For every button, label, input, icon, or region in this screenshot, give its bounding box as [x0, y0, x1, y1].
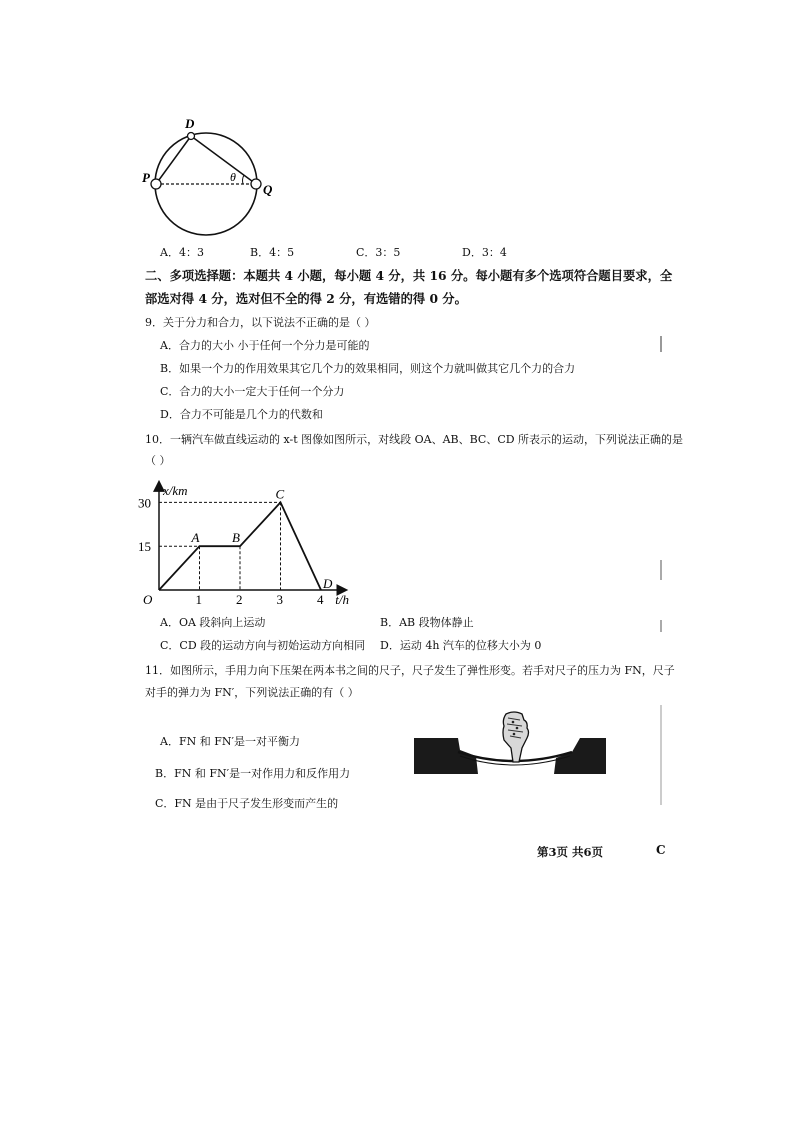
x-tick-label: 4	[317, 592, 324, 607]
x-tick-label: 3	[276, 592, 283, 607]
q11-option-a: A．FN 和 FN′是一对平衡力	[160, 735, 300, 748]
x-axis-label: t/h	[335, 592, 350, 607]
y-tick-label: 15	[138, 539, 151, 555]
q10-option-c: C．CD 段的运动方向与初始运动方向相同	[160, 639, 366, 652]
scan-edge-mark	[660, 620, 662, 632]
q10-stem-line1: 10．一辆汽车做直线运动的 x-t 图像如图所示，对线段 OA、AB、BC、CD 所表示的运动，下列说法正确的是	[145, 433, 684, 446]
point-label-d: D	[323, 576, 333, 591]
hand-icon	[503, 712, 529, 762]
q8-option-d: D．3：4	[462, 246, 507, 259]
page-number: 第3页 共6页	[537, 845, 604, 859]
chord-dq	[191, 136, 256, 184]
q8-option-a: A．4：3	[160, 246, 204, 259]
q10-option-b: B．AB 段物体静止	[380, 616, 474, 629]
q11-option-c: C．FN 是由于尺子发生形变而产生的	[155, 797, 339, 810]
section2-heading-line1: 二、多项选择题：本题共 4 小题，每小题 4 分，共 16 分。每小题有多个选项符合题目要求，全	[145, 268, 673, 283]
origin-label: O	[143, 592, 153, 607]
q10-option-d: D．运动 4h 汽车的位移大小为 0	[380, 639, 542, 652]
q9-stem: 9．关于分力和合力，以下说法不正确的是（ ）	[145, 316, 376, 329]
q9-option-d: D．合力不可能是几个力的代数和	[160, 408, 323, 421]
angle-arc	[243, 175, 244, 184]
point-d-dot	[188, 133, 195, 140]
label-d: D	[185, 116, 195, 131]
q10-option-a: A．OA 段斜向上运动	[160, 616, 266, 629]
point-label-a: A	[191, 530, 200, 546]
point-p-dot	[151, 179, 161, 189]
point-q-dot	[251, 179, 261, 189]
edge-mark: C	[656, 843, 666, 857]
circle-figure	[140, 112, 280, 240]
q11-stem-line2: 对手的弹力为 FN′，下列说法正确的有（ ）	[145, 686, 359, 699]
q9-option-b: B．如果一个力的作用效果其它几个力的效果相同，则这个力就叫做其它几个力的合力	[160, 362, 576, 375]
xt-graph	[135, 468, 360, 610]
q11-option-b: B．FN 和 FN′是一对作用力和反作用力	[155, 767, 351, 780]
label-q: Q	[263, 182, 273, 197]
y-tick-label: 30	[138, 495, 151, 511]
point-label-c: C	[275, 486, 285, 502]
q9-option-c: C．合力的大小一定大于任何一个分力	[160, 385, 345, 398]
x-tick-label: 1	[195, 592, 202, 607]
scan-edge-mark	[660, 336, 662, 352]
q10-stem-line2: （ ）	[145, 454, 171, 467]
ruler-figure	[410, 708, 610, 782]
q9-option-a: A．合力的大小 小于任何一个分力是可能的	[160, 339, 370, 352]
scan-edge-mark	[660, 560, 662, 580]
section2-heading-line2: 部选对得 4 分，选对但不全的得 2 分，有选错的得 0 分。	[145, 291, 467, 306]
y-axis-label: x/km	[163, 482, 188, 498]
label-p: P	[142, 170, 150, 185]
x-tick-label: 2	[236, 592, 243, 607]
scan-edge-mark	[660, 705, 662, 805]
q11-stem-line1: 11．如图所示，手用力向下压架在两本书之间的尺子，尺子发生了弹性形变。若手对尺子的压力为 FN，尺子	[145, 664, 675, 677]
q8-option-c: C．3：5	[356, 246, 401, 259]
point-label-b: B	[232, 530, 240, 546]
label-theta: θ	[230, 170, 236, 184]
q8-option-b: B．4：5	[250, 246, 295, 259]
